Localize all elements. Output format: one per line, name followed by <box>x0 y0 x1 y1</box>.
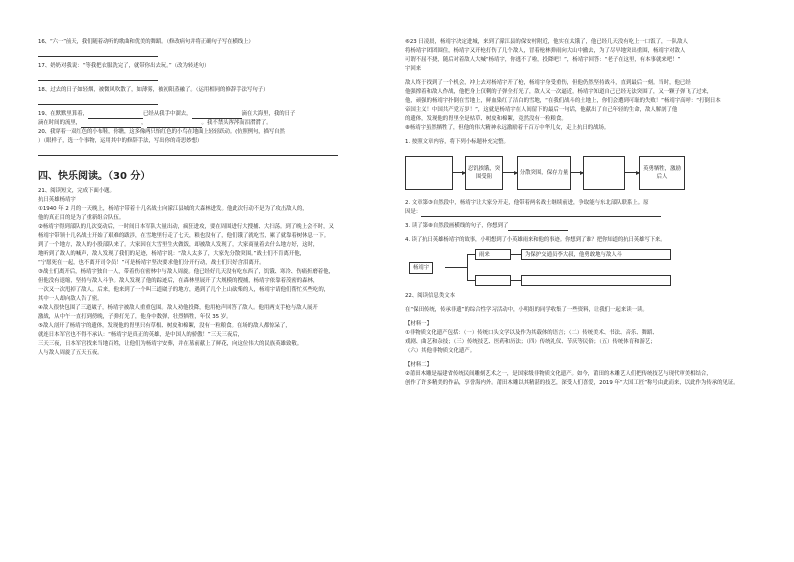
q19-part-d: 滴在时间的流里， <box>38 120 82 126</box>
answer-line-18[interactable] <box>38 95 158 105</box>
m2-line: ②莆田木雕是福建省传统民间雕刻艺术之一，是国家级非物质文化遗产。如今，莆田的木雕艺人们把传统技艺与现代审美相结合， <box>405 371 712 377</box>
question-22: 22、阅读信息类文本 <box>405 293 455 299</box>
question-2-line1: 2. 文章第③自然段中，杨靖宇让大家分开走，他带着两名战士继续前进，争取能与东北部队联系上。原 <box>405 200 649 206</box>
flow-box-3-text: 分散突围，保存力量 <box>519 170 569 176</box>
q19-blank-2[interactable] <box>192 111 242 119</box>
story-title: 抗日英雄杨靖宇 <box>38 197 76 203</box>
question-4: 4. 读了抗日英雄杨靖宇的故事，小明想到了小英雄雨来和他的事迹。你想到了谁？把你知道的抗日英雄写下来。 <box>405 237 666 243</box>
story-body-line: 人与敌人周旋了五天五夜。 <box>38 350 103 356</box>
tree-arrow-2 <box>511 280 521 281</box>
story-body-line: 杨靖宇带领十几名战士开始了艰难的跋涉，在雪地里行走了七天，粮也没有了，他们饿了就吃雪，累了就靠着树休息一下。 <box>38 233 330 239</box>
story-body-line: 激战，从中午一直打到傍晚，子弹打光了，他身中数弹，壮烈牺牲，年仅 35 岁。 <box>38 314 232 320</box>
q3-label: 3. 读了第⑧自然段画横线的句子，你想到了 <box>405 223 509 229</box>
story-body <box>38 205 368 358</box>
p6-line: 将杨靖宇团团围住，杨靖宇又开枪打伤了几个敌人，冒着枪林弹雨向大山中撤去，为了尽早地突出重围，杨靖宇对敌人 <box>405 48 686 54</box>
story-body-line: “宁愿死在一起，也不离开司令员！”可是杨靖宇坚决要求他们分开行动，战士们只好含泪离开。 <box>38 260 265 266</box>
story-body-line: ③战士们离开后，杨靖宇独自一人，带着伤在密林中与敌人周旋。他已经好几天没有吃东西了，饥饿、寒冷、伤痛折磨着他， <box>38 269 334 275</box>
question-20-line2: ）（眼样子，选一个事物，运用其中的修辞手法，写出你的奇思妙想） <box>38 138 203 144</box>
story-body-line: 就连日本军官也不得不承认：“杨靖宇是真正的英雄，是中国人的骄傲！”三天三夜后， <box>38 332 244 338</box>
tree-branch-1-name: 雨来 <box>475 249 511 260</box>
p6-line: 宇回来 <box>405 66 422 72</box>
p7-line: 敌人终于找到了一个机会，冲上去对杨靖宇开了枪，杨靖宇身受重伤，但他仍然坚持战斗，直到最后一刻。当时，他已经 <box>405 80 691 86</box>
story-body-line: 其中一人却向敌人告了密。 <box>38 296 103 302</box>
story-body-line: ④敌人很快包围了三道崴子，杨靖宇被敌人重重包围。敌人劝他投降，他用枪声回答了敌人。他用两支手枪与敌人展开 <box>38 305 318 311</box>
question-19-line2 <box>38 119 368 128</box>
q19-part-e: ， <box>141 120 147 126</box>
story-body-line: 他的真正目的是为了重新组合队伍。 <box>38 215 125 221</box>
tree-connector-1 <box>467 254 475 255</box>
p7-line: 的遗体，发现他的胃里全是枯草、树皮和棉絮，竟然没有一粒粮食。 <box>405 116 567 122</box>
story-body-line: ②杨靖宇得到部队的几次变动后，一时间日本军队大量出动，疯狂进攻，要在周围进行大搜捕、大扫荡。到了晚上会不时，又 <box>38 224 334 230</box>
story-body-line: 一次又一次甩掉了敌人。后来，他来到了一个叫三道崴子的地方，遇到了几个上山砍柴的人，杨靖宇请他们帮忙买些吃的， <box>38 287 330 293</box>
q19-part-a: 19、在默默里算着， <box>38 111 88 117</box>
p6-line: 可谓不屈不挠，随后对着敌人大喊“杨靖宇，你逃不了啦，投降吧！”，杨靖宇回答：“老子在这里，有本事就来吧！” <box>405 57 681 63</box>
question-3 <box>405 222 757 231</box>
left-column <box>38 38 368 358</box>
flow-box-5 <box>639 156 685 190</box>
p7-line: 他强撑着和敌人作战，他把身上仅剩的子弹全打光了，敌人又一次逼近，杨靖宇知道自己已经无法突围了，又一颗子弹飞了过来， <box>405 89 713 95</box>
q19-blank-3[interactable] <box>81 120 141 128</box>
story-body-line: ⑤敌人剖开了杨靖宇的遗体，发现他的胃里只有草根、树皮和棉絮，没有一粒粮食。在场的敌人都惊呆了， <box>38 323 291 329</box>
material-2-title: 【材料二】 <box>405 362 432 368</box>
material-2-body <box>405 370 757 388</box>
flow-arrow-4 <box>625 172 639 173</box>
story-body-line: ①1940 年 2 月的一天晚上，杨靖宇带着十几名战士向濛江县城的大森林进发。他此次行动不是为了攻击敌人的， <box>38 206 308 212</box>
tree-connector-root <box>445 267 467 268</box>
m1-line: ①非物质文化遗产包括：（一）传统口头文学以及作为其载体的语言；（二）传统美术、书法、音乐、舞蹈、 <box>405 330 658 336</box>
q3-answer-blank[interactable] <box>508 223 568 231</box>
answer-line-16[interactable] <box>38 47 158 57</box>
flow-box-5-text: 英勇牺牲，激励后人 <box>643 166 681 180</box>
question-17: 17、奶奶对我说：“等我把衣服洗完了，就带你出去玩。”（改为转述句） <box>38 63 210 69</box>
p7-line: 他，顽强的杨靖宇扑倒在雪地上，鲜血染红了洁白的雪地，“在我们战斗的土地上，你们会遭到可耻的失败！”杨靖宇高呼：“打倒日本 <box>405 98 721 104</box>
flow-box-1[interactable] <box>405 156 453 190</box>
m2-line: 创作了许多精美的作品，享誉海内外。莆田木雕以其精湛的技艺，深受人们喜爱，2019 年“大国工匠”称号由此而来，以此作为传承的见证。 <box>405 380 739 386</box>
question-19-line1 <box>38 110 368 119</box>
flow-box-4[interactable] <box>583 156 625 190</box>
paragraph-8: ⑧杨靖宇虽然牺牲了，但他的伟大精神永远激励着千百万中华儿女，走上抗日的战场。 <box>405 125 610 131</box>
flow-arrow-1 <box>453 172 465 173</box>
tree-branch-2-text[interactable] <box>521 275 671 286</box>
paragraph-7 <box>405 79 757 124</box>
flow-box-3 <box>517 156 571 190</box>
p6-line: ⑥23 日凌晨，杨靖宇决定进城，来到了濛江县的保安村附近，他实在太饿了，他已经几天没有吃上一口饭了，一队敌人 <box>405 39 688 45</box>
material-1-title: 【材料一】 <box>405 321 432 327</box>
story-body-line: 但他没有退缩，坚持与敌人斗争。敌人发现了他的踪迹后，在森林里展开了大规模的搜捕，杨靖宇依靠着茂密的森林， <box>38 278 319 284</box>
q19-blank-1[interactable] <box>88 111 143 119</box>
paragraph-6 <box>405 38 757 74</box>
q19-part-f: 。我不禁头涔涔而泪潸潸了。 <box>201 120 272 126</box>
q2-label: 因是： <box>405 209 422 215</box>
tree-root: 杨靖宇 <box>409 262 433 274</box>
story-body-line: 地听到了敌人的喊声，敌人发现了我们的足迹，杨靖宇说：“敌人太多了，大家先分散突围。”战士们不肯离开他， <box>38 251 306 257</box>
tree-connector-vertical <box>467 254 468 280</box>
question-1: 1. 按照文章内容，将下列小标题补充完整。 <box>405 139 509 145</box>
answer-line-17[interactable] <box>38 71 158 81</box>
m1-line: （六）其他非物质文化遗产。 <box>405 348 476 354</box>
story-body-line: 三天三夜，日本军官找来当地百姓，让他们为杨靖宇安葬，并在墓前献上了鲜花，向这位伟大的民族英雄致敬。 <box>38 341 303 347</box>
flow-chart <box>405 151 757 197</box>
q2-answer-blank[interactable] <box>421 209 661 217</box>
question-21: 21、阅读短文，完成下面小题。 <box>38 188 115 194</box>
flow-box-2-text: 忍饥挨饿，突围受阻 <box>467 166 501 180</box>
m1-line: 戏剧、曲艺和杂技；（三）传统技艺、医药和历法；（四）传统礼仪、节庆等民俗；（五）传统体育和游艺； <box>405 339 656 345</box>
flow-arrow-3 <box>571 172 583 173</box>
q19-part-b: 已经从我手中溜去， <box>143 111 192 117</box>
hero-tree <box>405 248 757 288</box>
q19-blank-4[interactable] <box>147 120 202 128</box>
tree-connector-2 <box>467 280 475 281</box>
section-heading: 四、快乐阅读。（30 分） <box>38 171 151 182</box>
intro-line: 在“保田传统，传承非遗”的综合性学习活动中，小明组的同学收集了一些资料，让我们一起来读一读。 <box>405 307 648 313</box>
flow-box-2 <box>465 156 503 190</box>
flow-arrow-2 <box>503 172 517 173</box>
material-1-body <box>405 329 757 356</box>
right-column <box>405 38 757 388</box>
question-16: 16、“六一”前天，我们随着动听的歌曲和优美的舞蹈。（修改病句并将正确句子写在横线上） <box>38 39 254 45</box>
q19-part-c: 滴在大海里，我的日子 <box>241 111 296 117</box>
answer-line-20[interactable] <box>38 146 338 156</box>
story-body-line: 到了一个地方，敌人的小股部队来了。大家因在大雪里生火做饭，却被敌人发现了，大家商量着去什么地方好，这时， <box>38 242 319 248</box>
tree-branch-2-name[interactable] <box>475 275 511 286</box>
p7-line: 帝国主义！中国共产党万岁！”，这就是杨靖宇在人间留下的最后一句话，他献出了自己年轻的生命，敌人解剖了他 <box>405 107 678 113</box>
question-18: 18、过去的日子如轻烟，被微风吹散了，如薄雾，被初阳蒸融了。（运用相同的修辞手法写句子） <box>38 87 269 93</box>
question-20-line1: 20、我穿着一双红色的小布鞋，你瞧，这多像两只怡红色的小鸟在地面上轻轻跃动。(仿照例句，描写自然 <box>38 129 285 135</box>
tree-branch-1-text: 为保护交通员李大叔，他勇敢地与敌人斗 <box>521 249 671 260</box>
q22-intro <box>405 306 757 315</box>
question-2-line2 <box>405 208 757 217</box>
tree-arrow-1 <box>511 254 521 255</box>
